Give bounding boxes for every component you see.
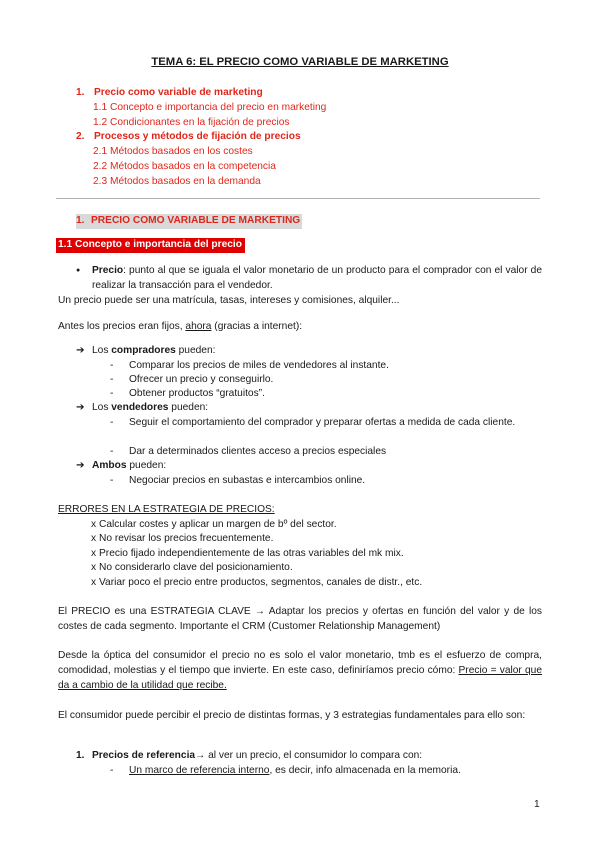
underlined-word: ahora [185, 321, 212, 332]
dash-icon: - [110, 765, 114, 776]
list-item: x Calcular costes y aplicar un margen de bº del sector. [91, 518, 337, 533]
table-of-contents [76, 86, 326, 190]
horizontal-divider [56, 198, 540, 199]
list-heading: ➔ Los vendedores pueden: [76, 401, 208, 416]
item-number: 1. [76, 750, 85, 761]
x-icon: x [91, 562, 97, 573]
x-icon: x [91, 548, 97, 559]
list-item: - Comparar los precios de miles de vendedores al instante. [110, 359, 542, 374]
toc-label: Procesos y métodos de fijación de precios [94, 131, 301, 143]
subsection-heading: 1.1 Concepto e importancia del precio [56, 238, 245, 253]
list-item: x No revisar los precios frecuentemente. [91, 532, 273, 547]
list-item: - Dar a determinados clientes acceso a precios especiales [110, 445, 542, 460]
list-item: - Negociar precios en subastas e intercambios online. [110, 474, 542, 489]
arrow-icon: ➔ [76, 460, 85, 471]
x-icon: x [91, 577, 97, 588]
toc-number: 1. [76, 87, 85, 98]
toc-subitem: 2.3 Métodos basados en la demanda [93, 175, 261, 187]
list-item: - Obtener productos “gratuitos”. [110, 387, 542, 402]
paragraph: Antes los precios eran fijos, ahora (gracias a internet): [58, 321, 303, 332]
list-item: x Precio fijado independientemente de las otras variables del mk mix. [91, 547, 404, 562]
definition: Precio = valor que da a cambio de la utilidad que recibe. [58, 664, 542, 691]
toc-subitem: 2.1 Métodos basados en los costes [93, 146, 253, 158]
toc-subitem: 2.2 Métodos basados en la competencia [93, 160, 276, 172]
toc-subitem: 1.1 Concepto e importancia del precio en marketing [93, 101, 327, 113]
paragraph: El PRECIO es una ESTRATEGIA CLAVE → Adaptar los precios y ofertas en función del valor y de los costes de cada segmento. Importante el CRM (Customer Relationship Management) [58, 606, 542, 632]
toc-item [76, 86, 326, 101]
x-icon: x [91, 519, 97, 530]
paragraph: El consumidor puede percibir el precio de distintas formas, y 3 estrategias fundamentales para ello son: [58, 710, 526, 721]
dash-icon: - [110, 374, 114, 385]
numbered-item: 1. Precios de referencia→ al ver un precio, el consumidor lo compara con: [76, 749, 422, 764]
dash-icon: - [110, 475, 114, 486]
toc-number: 2. [76, 131, 85, 143]
list-item: x No considerarlo clave del posicionamiento. [91, 561, 293, 576]
arrow-icon: ➔ [76, 345, 85, 356]
paragraph: Desde la óptica del consumidor el precio no es solo el valor monetario, tmb es el esfuerzo de compra, comodidad, molestias y el tiempo que invierte. En este caso, definiríamos precio cómo: Precio = valor que da a cambio de la utilidad que recibe. [58, 650, 542, 691]
page-number: 1 [534, 799, 540, 810]
dash-icon: - [110, 360, 114, 371]
section-label: PRECIO COMO VARIABLE DE MARKETING [91, 215, 301, 226]
list-heading: ➔ Ambos pueden: [76, 459, 166, 474]
definition-text: : punto al que se iguala el valor monetario de un producto para el comprador con el valor de realizar la transacción para el vendedor. [92, 265, 542, 291]
arrow-icon: ➔ [76, 402, 85, 413]
bullet-icon: ● [76, 267, 81, 274]
section-heading [76, 214, 302, 229]
precio-definition [76, 264, 542, 294]
errores-heading: ERRORES EN LA ESTRATEGIA DE PRECIOS: [58, 504, 275, 515]
list-item: - Ofrecer un precio y conseguirlo. [110, 373, 542, 388]
dash-icon: - [110, 417, 114, 428]
list-item: - Un marco de referencia interno, es decir, info almacenada en la memoria. [110, 764, 542, 779]
section-number: 1. [76, 215, 85, 226]
toc-subitem: 1.2 Condicionantes en la fijación de precios [93, 116, 290, 128]
dash-icon: - [110, 388, 114, 399]
term: Precio [92, 265, 124, 276]
page-title: TEMA 6: EL PRECIO COMO VARIABLE DE MARKETING [151, 56, 449, 68]
toc-label: Precio como variable de marketing [94, 87, 263, 98]
toc-item [76, 130, 326, 145]
list-heading: ➔ Los compradores pueden: [76, 344, 215, 359]
list-item: x Variar poco el precio entre productos, segmentos, canales de distr., etc. [91, 576, 422, 591]
dash-icon: - [110, 446, 114, 457]
list-item: - Seguir el comportamiento del comprador y preparar ofertas a medida de cada cliente. [110, 416, 542, 431]
paragraph: Un precio puede ser una matrícula, tasas, intereses y comisiones, alquiler... [58, 295, 400, 306]
x-icon: x [91, 533, 97, 544]
